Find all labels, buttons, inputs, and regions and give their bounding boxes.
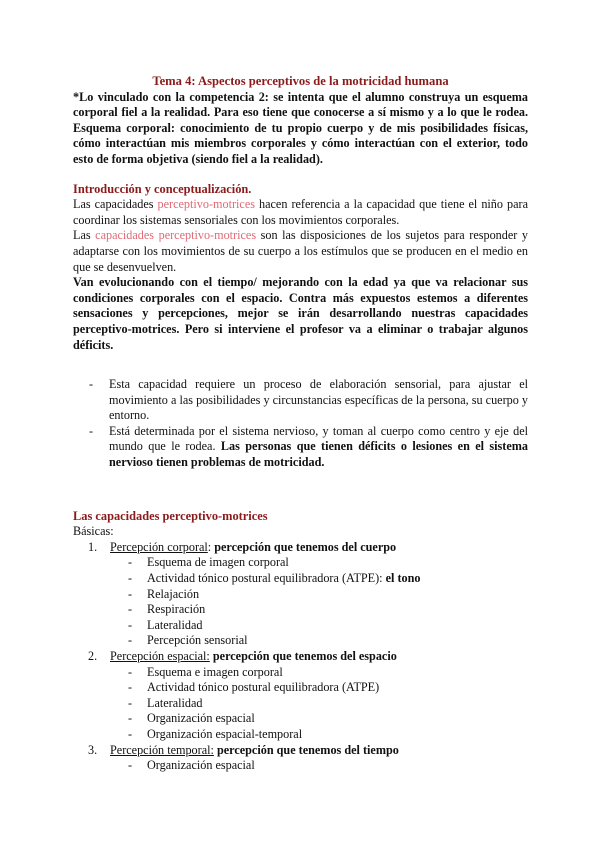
sub-item: - Lateralidad xyxy=(128,617,203,632)
sub-item: - Actividad tónico postural equilibradora (ATPE): el tono xyxy=(128,571,421,586)
sub-item: - Organización espacial xyxy=(128,758,255,773)
document-page xyxy=(73,74,528,774)
page-title: Tema 4: Aspectos perceptivos de la motricidad humana xyxy=(152,74,449,88)
section-heading-intro: Introducción y conceptualización. xyxy=(73,181,252,196)
sub-item: - Organización espacial-temporal xyxy=(128,726,303,741)
paragraph-evolution: Van evolucionando con el tiempo/ mejorando con la edad ya que va relacionar sus condiciones corporales con el espacio. Contra más expuestos estemos a diferentes sensaciones y percepciones, mejor se irán desarrollando nuestras capacidades perceptivo-motrices. Pero si interviene el profesor va a eliminar o trabajar algunos déficits. xyxy=(73,275,528,352)
term-highlight: capacidades perceptivo-motrices xyxy=(95,228,257,243)
intro-paragraph: *Lo vinculado con la competencia 2: se intenta que el alumno construya un esquema corporal fiel a la realidad. Para eso tiene que conocerse a sí mismo y a lo que le rodea. Esquema corporal: conocimiento de tu propio cuerpo y de mis posibilidades físicas, cómo interactúan mis miembros corporales y cómo interactúan con el exterior, todo esto de forma objetiva (siendo fiel a la realidad). xyxy=(73,89,528,166)
sub-item: - Lateralidad xyxy=(128,695,203,710)
sub-item: - Relajación xyxy=(128,586,200,601)
sub-item: - Esquema de imagen corporal xyxy=(128,555,289,570)
sub-list xyxy=(110,758,528,774)
numbered-item: 3. Percepción temporal: percepción que tenemos del tiempo - Organización espacial xyxy=(73,743,528,774)
sub-item: - Organización espacial xyxy=(128,711,255,726)
section-heading-capacidades: Las capacidades perceptivo-motrices xyxy=(73,508,268,523)
item-label: Percepción espacial: xyxy=(110,649,210,663)
list-item: - Está determinada por el sistema nervioso, y toman al cuerpo como centro y eje del mundo que le rodea. Las personas que tienen déficits o lesiones en el sistema nervioso tienen problemas de motricidad. xyxy=(89,423,529,470)
paragraph-definition-2: Las capacidades perceptivo-motrices son las disposiciones de los sujetos para responder y adaptarse con los movimientos de su cuerpo a los estímulos que se producen en el medio en que se desenvuelven. xyxy=(73,228,528,274)
item-label: Percepción corporal xyxy=(110,539,208,554)
numbered-item: 1. Percepción corporal: percepción que tenemos del cuerpo - Esquema de imagen corporal - Actividad tónico postural equilibradora (ATPE): el tono - Relajación - Respiración - Lateralidad - Percepción sensorial xyxy=(73,540,528,649)
sub-item: - Esquema e imagen corporal xyxy=(128,664,283,679)
subheading-basicas: Básicas: xyxy=(73,524,114,539)
numbered-list xyxy=(73,540,528,774)
list-item: - Esta capacidad requiere un proceso de elaboración sensorial, para ajustar el movimiento a las posibilidades y circunstancias específicas de la persona, su cuerpo y entorno. xyxy=(89,377,528,423)
item-label: Percepción temporal: xyxy=(110,742,214,757)
sub-item: - Percepción sensorial xyxy=(128,633,248,648)
sub-item: - Actividad tónico postural equilibradora (ATPE) xyxy=(128,680,380,695)
sub-list xyxy=(110,665,528,743)
numbered-item: 2. Percepción espacial: percepción que tenemos del espacio - Esquema e imagen corporal - Actividad tónico postural equilibradora (ATPE) - Lateralidad - Organización espacial - Organización espacial-temporal xyxy=(73,649,528,743)
paragraph-definition-1: Las capacidades perceptivo-motrices hacen referencia a la capacidad que tiene el niño para coordinar los sistemas sensoriales con los movimientos corporales. xyxy=(73,197,528,227)
term-highlight: perceptivo-motrices xyxy=(157,197,255,212)
sub-list xyxy=(110,555,528,649)
sub-item: - Respiración xyxy=(128,602,206,617)
dash-list xyxy=(73,377,528,471)
